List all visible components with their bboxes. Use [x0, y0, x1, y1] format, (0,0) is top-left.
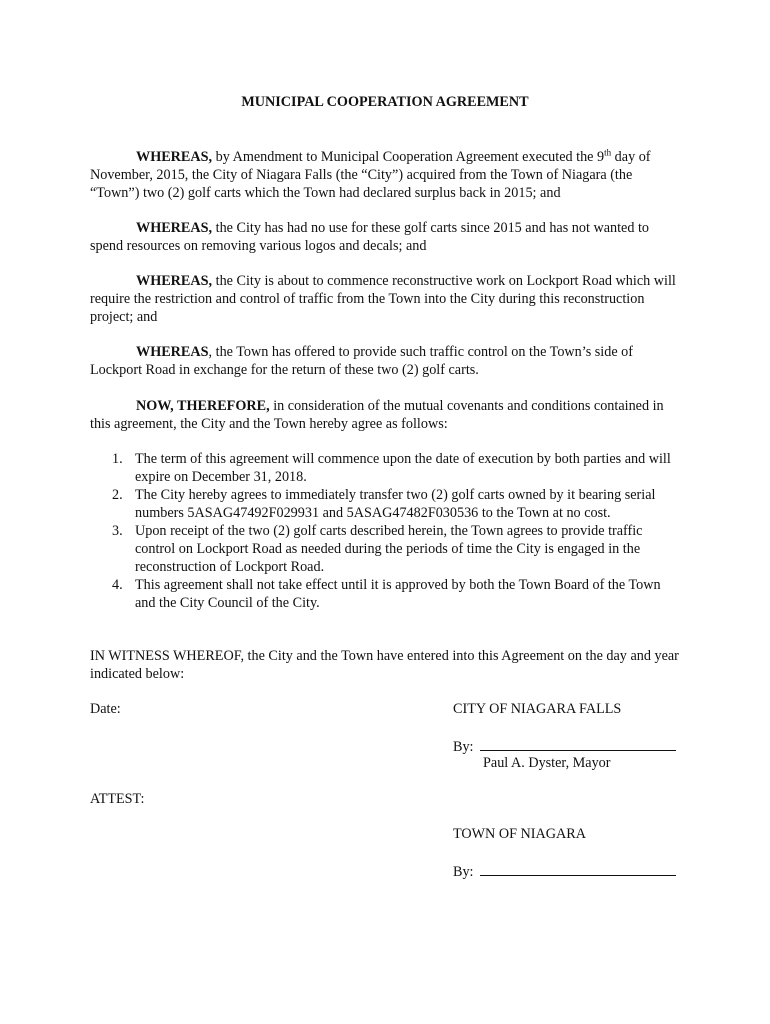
now-therefore-lead: NOW, THEREFORE,: [136, 398, 270, 414]
witness-clause: IN WITNESS WHEREOF, the City and the Town have entered into this Agreement on the day and year indicated below:: [90, 648, 679, 682]
list-item: [90, 522, 682, 576]
whereas-text: the City has had no use for these golf carts since 2015 and has not wanted to spend resources on removing various logos and decals; and: [90, 220, 650, 254]
list-item-number: 3.: [112, 523, 123, 539]
city-signature-line: [480, 736, 676, 751]
whereas-lead: WHEREAS,: [136, 273, 213, 289]
whereas-text: , the Town has offered to provide such traffic control on the Town’s side of Lockport Road in exchange for the return of these two (2) golf carts.: [90, 344, 633, 378]
town-signature-line: [480, 861, 676, 876]
list-item-number: 4.: [112, 577, 123, 593]
list-item-text: Upon receipt of the two (2) golf carts described herein, the Town agrees to provide traffic control on Lockport Road as needed during the periods of time the City is engaged in the reconstruction of Lockport Road.: [135, 523, 643, 575]
list-item-text: The City hereby agrees to immediately transfer two (2) golf carts owned by it bearing serial numbers 5ASAG47492F029931 and 5ASAG47482F030536 to the Town at no cost.: [135, 487, 656, 521]
attest-label: ATTEST:: [90, 791, 145, 807]
date-label: Date:: [90, 701, 121, 717]
whereas-text: day of November, 2015, the City of Niagara Falls (the “City”) acquired from the Town of Niagara (the “Town”) two (2) golf carts which the Town had declared surplus back in 2015; and: [90, 149, 651, 201]
terms-list: [90, 450, 682, 612]
by-label: By:: [453, 864, 474, 880]
ordinal-suffix: th: [604, 147, 612, 158]
list-item: [90, 576, 682, 612]
list-item-text: This agreement shall not take effect until it is approved by both the Town Board of the Town and the City Council of the City.: [135, 577, 661, 611]
whereas-clause-3: [90, 272, 682, 326]
city-signature-row: [453, 736, 676, 756]
town-signature-row: [453, 861, 676, 881]
whereas-clause-2: [90, 219, 682, 255]
list-item-number: 1.: [112, 451, 123, 467]
whereas-lead: WHEREAS,: [136, 220, 213, 236]
list-item-number: 2.: [112, 487, 123, 503]
list-item-text: The term of this agreement will commence upon the date of execution by both parties and will expire on December 31, 2018.: [135, 451, 671, 485]
now-therefore-text: in consideration of the mutual covenants and conditions contained in this agreement, the City and the Town hereby agree as follows:: [90, 398, 664, 432]
town-name: TOWN OF NIAGARA: [453, 826, 586, 842]
by-label: By:: [453, 739, 474, 755]
page-title: MUNICIPAL COOPERATION AGREEMENT: [241, 94, 529, 110]
whereas-lead: WHEREAS,: [136, 149, 213, 165]
city-name: CITY OF NIAGARA FALLS: [453, 701, 622, 717]
city-signatory: Paul A. Dyster, Mayor: [483, 755, 611, 771]
now-therefore-clause: [90, 397, 682, 433]
whereas-lead: WHEREAS: [136, 344, 209, 360]
whereas-text: the City is about to commence reconstructive work on Lockport Road which will require the restriction and control of traffic from the Town into the City during this reconstruction project; and: [90, 273, 676, 325]
list-item: [90, 486, 682, 522]
list-item: [90, 450, 682, 486]
whereas-text: by Amendment to Municipal Cooperation Agreement executed the 9: [212, 149, 605, 165]
whereas-clause-4: [90, 343, 682, 379]
whereas-clause-1: [90, 148, 682, 202]
